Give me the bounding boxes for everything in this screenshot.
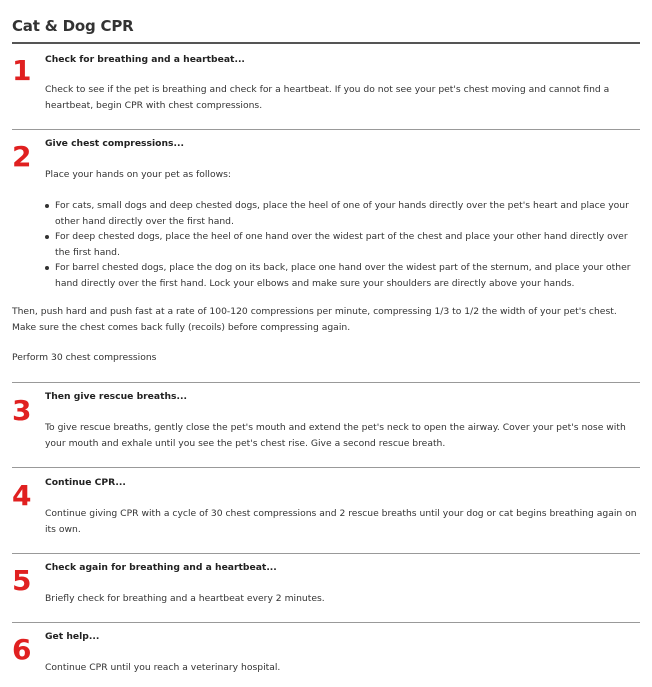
step-2-compression-count: Perform 30 chest compressions <box>12 352 157 363</box>
step-4-heading: Continue CPR... <box>45 477 126 488</box>
list-item: For cats, small dogs and deep chested dogs, place the heel of one of your hands directly over the pet's heart and place your other hand directly over the first hand. <box>45 198 640 229</box>
step-divider <box>12 382 640 383</box>
step-5-number: 5 <box>12 564 32 597</box>
step-1-text: Check to see if the pet is breathing and check for a heartbeat. If you do not see your pet's chest moving and cannot find a heartbeat, begin CPR with chest compressions. <box>45 84 610 111</box>
step-6-text: Continue CPR until you reach a veterinary hospital. <box>45 662 281 673</box>
title-divider <box>12 42 640 44</box>
step-5-heading: Check again for breathing and a heartbeat... <box>45 562 277 573</box>
step-3-text: To give rescue breaths, gently close the pet's mouth and extend the pet's neck to open the airway. Cover your pet's nose with your mouth and exhale until you see the pet's chest rise. Give a second rescue breath. <box>45 422 626 449</box>
step-2-intro: Place your hands on your pet as follows: <box>45 169 232 180</box>
step-4-text: Continue giving CPR with a cycle of 30 chest compressions and 2 rescue breaths until your dog or cat begins breathing again on its own. <box>45 508 637 535</box>
step-2-number: 2 <box>12 140 32 173</box>
step-divider <box>12 129 640 130</box>
step-divider <box>12 553 640 554</box>
step-4-number: 4 <box>12 479 32 512</box>
step-1-heading: Check for breathing and a heartbeat... <box>45 54 245 65</box>
step-5-text: Briefly check for breathing and a heartbeat every 2 minutes. <box>45 593 325 604</box>
step-2-compression-rate: Then, push hard and push fast at a rate of 100-120 compressions per minute, compressing 1/3 to 1/2 the width of your pet's chest. Make sure the chest comes back fully (recoils) before compressing again. <box>12 306 617 333</box>
step-6-number: 6 <box>12 633 32 666</box>
page-title: Cat & Dog CPR <box>12 17 134 35</box>
list-item: For deep chested dogs, place the heel of one hand over the widest part of the chest and place your other hand directly over the first hand. <box>45 229 640 260</box>
step-2-heading: Give chest compressions... <box>45 138 184 149</box>
step-3-number: 3 <box>12 394 32 427</box>
list-item: For barrel chested dogs, place the dog on its back, place one hand over the widest part of the sternum, and place your other hand directly over the first hand. Lock your elbows and make sure your shoulders are directly above your hands. <box>45 260 640 291</box>
step-divider <box>12 467 640 468</box>
hand-placement-list <box>45 198 640 291</box>
step-1-number: 1 <box>12 54 32 87</box>
step-6-heading: Get help... <box>45 631 100 642</box>
step-divider <box>12 622 640 623</box>
step-3-heading: Then give rescue breaths... <box>45 391 187 402</box>
